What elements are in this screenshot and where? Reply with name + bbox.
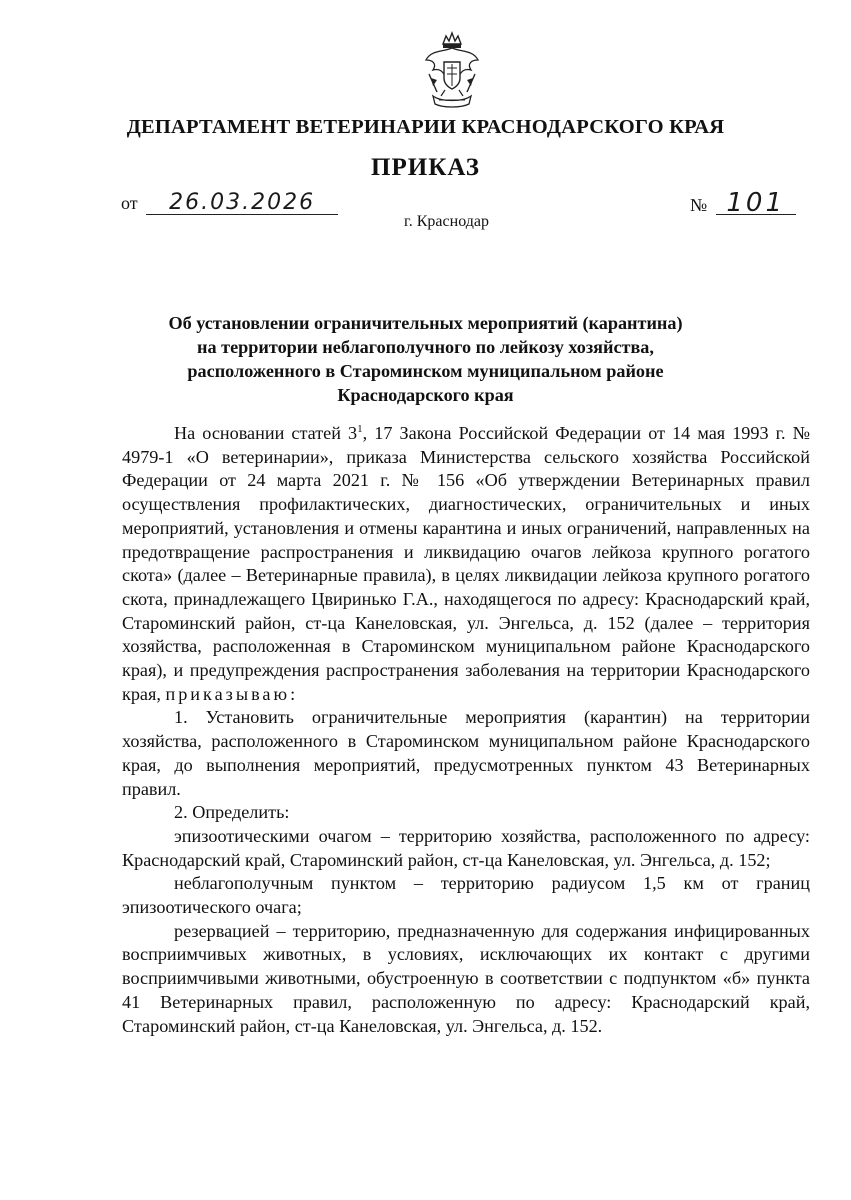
definition-focus: эпизоотическими очагом – территорию хозяйства, расположенного по адресу: Краснодарский край, Староминский район, ст-ца Канеловская, ул. Энгельса, д. 152; [122, 825, 810, 870]
clause-1: 1. Установить ограничительные мероприятия (карантин) на территории хозяйства, расположенного в Староминском муниципальном районе Краснодарского края, до выполнения мероприятий, предусмотренных пунктом 43 Ветеринарных правил. [122, 707, 810, 799]
preamble-paragraph [122, 422, 810, 706]
heading-line: на территории неблагополучного по лейкозу хозяйства, [197, 337, 654, 357]
department-name: ДЕПАРТАМЕНТ ВЕТЕРИНАРИИ КРАСНОДАРСКОГО КРАЯ [126, 116, 725, 138]
date-label: от [121, 193, 138, 213]
coat-of-arms-emblem [423, 30, 481, 112]
handwritten-date: 26.03.2026 [146, 192, 338, 215]
order-body [122, 422, 810, 1038]
date-row [121, 192, 338, 215]
definition-reservation: резервацией – территорию, предназначенную для содержания инфицированных восприимчивых животных, в условиях, исключающих их контакт с другими восприимчивыми животными, обустроенную в соответствии с подпунктом «б» пункта 41 Ветеринарных правил, расположенную по адресу: Краснодарский край, Староминский район, ст-ца Канеловская, ул. Энгельса, д. 152. [122, 920, 810, 1036]
preamble-text: , 17 Закона Российской Федерации от 14 мая 1993 г. № 4979-1 «О ветеринарии», приказа Министерства сельского хозяйства Российской Федерации от 24 марта 2021 г. № 156 «Об утверждении Ветеринарных правил осуществления профилактических, диагностических, ограничительных и иных мероприятий, установления и отмены карантина и иных ограничений, направленных на предотвращение распространения и ликвидацию очагов лейкоза крупного рогатого скота» (далее – Ветеринарные правила), в целях ликвидации лейкоза крупного рогатого скота, принадлежащего Цвиринько Г.А., находящегося по адресу: Краснодарский край, Староминский район, ст-ца Канеловская, ул. Энгельса, д. 152 (далее – территория хозяйства, расположенная в Староминском муниципальном районе Краснодарского края), и предупреждения распространения заболевания на территории Краснодарского края, [122, 423, 811, 704]
order-heading [100, 311, 751, 407]
definition-unfavorable-point: неблагополучным пунктом – территорию радиусом 1,5 км от границ эпизоотического очага; [122, 873, 810, 918]
heading-line: Об установлении ограничительных мероприятий (карантина) [168, 313, 683, 333]
city-name: г. Краснодар [404, 213, 489, 230]
handwritten-number: 101 [716, 192, 796, 215]
heading-line: Краснодарского края [337, 385, 514, 405]
document-type-title: ПРИКАЗ [371, 154, 480, 181]
order-word: приказываю: [165, 683, 299, 704]
clause-2: 2. Определить: [174, 802, 290, 823]
preamble-start: На основании статей 3 [174, 423, 358, 443]
heading-line: расположенного в Староминском муниципальном районе [187, 361, 664, 381]
superscript: 1 [357, 422, 363, 435]
number-label: № [690, 195, 708, 215]
